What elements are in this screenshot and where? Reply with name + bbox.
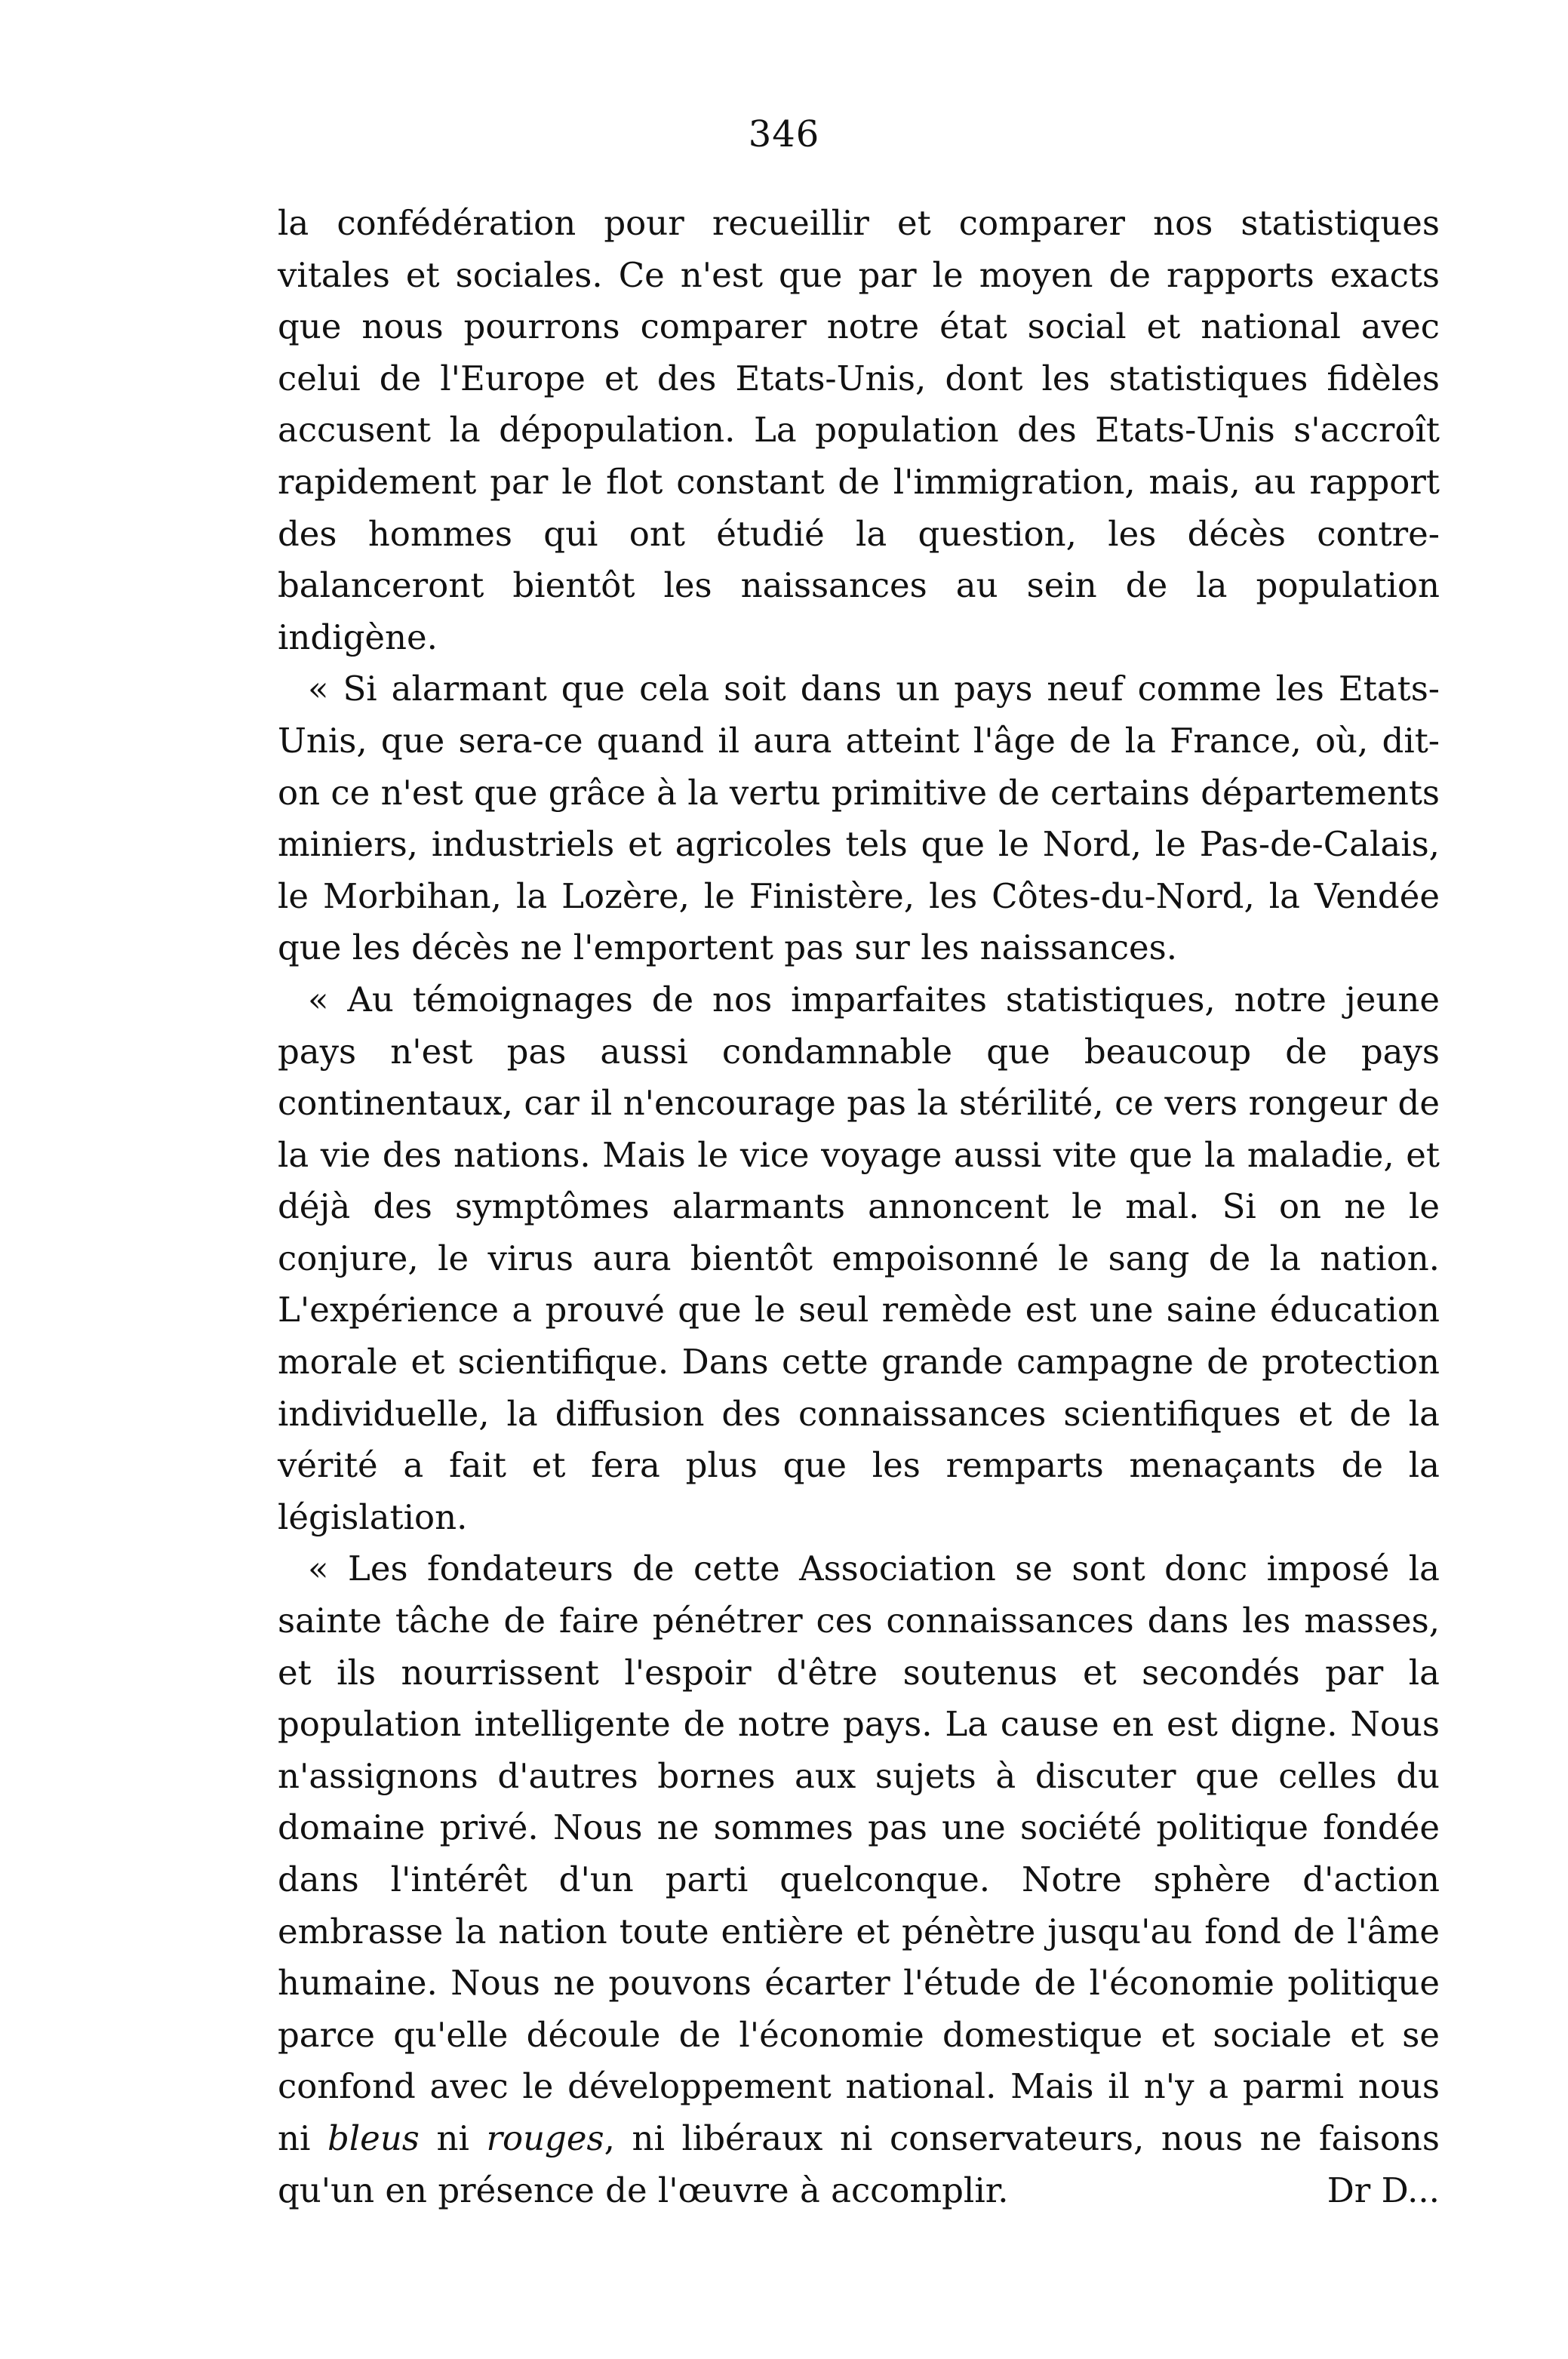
body-text — [278, 198, 1440, 2216]
italic-word-rouges: rouges — [486, 2118, 604, 2158]
italic-word-bleus: bleus — [327, 2118, 420, 2158]
paragraph-2: « Si alarmant que cela soit dans un pays neuf comme les Etats-Unis, que sera-ce quand il aura atteint l'âge de la France, où, dit-on ce n'est que grâce à la vertu primitive de certains départements miniers, industriels et agricoles tels que le Nord, le Pas-de-Calais, le Morbihan, la Lozère, le Finistère, les Côtes-du-Nord, la Vendée que les décès ne l'emportent pas sur les naissances. — [278, 669, 1440, 968]
paragraph-4 — [278, 1543, 1440, 2216]
paragraph-4-text-start: « Les fondateurs de cette Association se sont donc imposé la sainte tâche de faire pénétrer ces connaissances dans les masses, et ils nourrissent l'espoir d'être soutenus et secondés par la population intelligente de notre pays. La cause en est digne. Nous n'assignons d'autres bornes aux sujets à discuter que celles du domaine privé. Nous ne sommes pas une société politique fondée dans l'intérêt d'un parti quelconque. Notre sphère d'action embrasse la nation toute entière et pénètre jusqu'au fond de l'âme humaine. Nous ne pouvons écarter l'étude de l'économie politique parce qu'elle découle de l'économie domestique et sociale et se confond avec le développement national. Mais il n'y a parmi nous ni — [278, 1549, 1440, 2158]
page-number: 346 — [748, 113, 820, 155]
paragraph-4-text-end: , ni libéraux ni conservateurs, nous ne faisons qu'un en présence de l'œuvre à accomplir. — [278, 2118, 1440, 2210]
paragraph-4-text-middle: ni — [419, 2118, 487, 2158]
signature: Dr D... — [1327, 2170, 1440, 2210]
paragraph-1: la confédération pour recueillir et comparer nos statistiques vitales et sociales. Ce n'est que par le moyen de rapports exacts que nous pourrons comparer notre état social et national avec celui de l'Europe et des Etats-Unis, dont les statistiques fidèles accusent la dépopulation. La population des Etats-Unis s'accroît rapidement par le flot constant de l'immigration, mais, au rapport des hommes qui ont étudié la question, les décès contre-balanceront bientôt les naissances au sein de la population indigène. — [278, 203, 1440, 657]
paragraph-3: « Au témoignages de nos imparfaites statistiques, notre jeune pays n'est pas aussi condamnable que beaucoup de pays continentaux, car il n'encourage pas la stérilité, ce vers rongeur de la vie des nations. Mais le vice voyage aussi vite que la maladie, et déjà des symptômes alarmants annoncent le mal. Si on ne le conjure, le virus aura bientôt empoisonné le sang de la nation. L'expérience a prouvé que le seul remède est une saine éducation morale et scientifique. Dans cette grande campagne de protection individuelle, la diffusion des connaissances scientifiques et de la vérité a fait et fera plus que les remparts menaçants de la législation. — [278, 979, 1440, 1537]
